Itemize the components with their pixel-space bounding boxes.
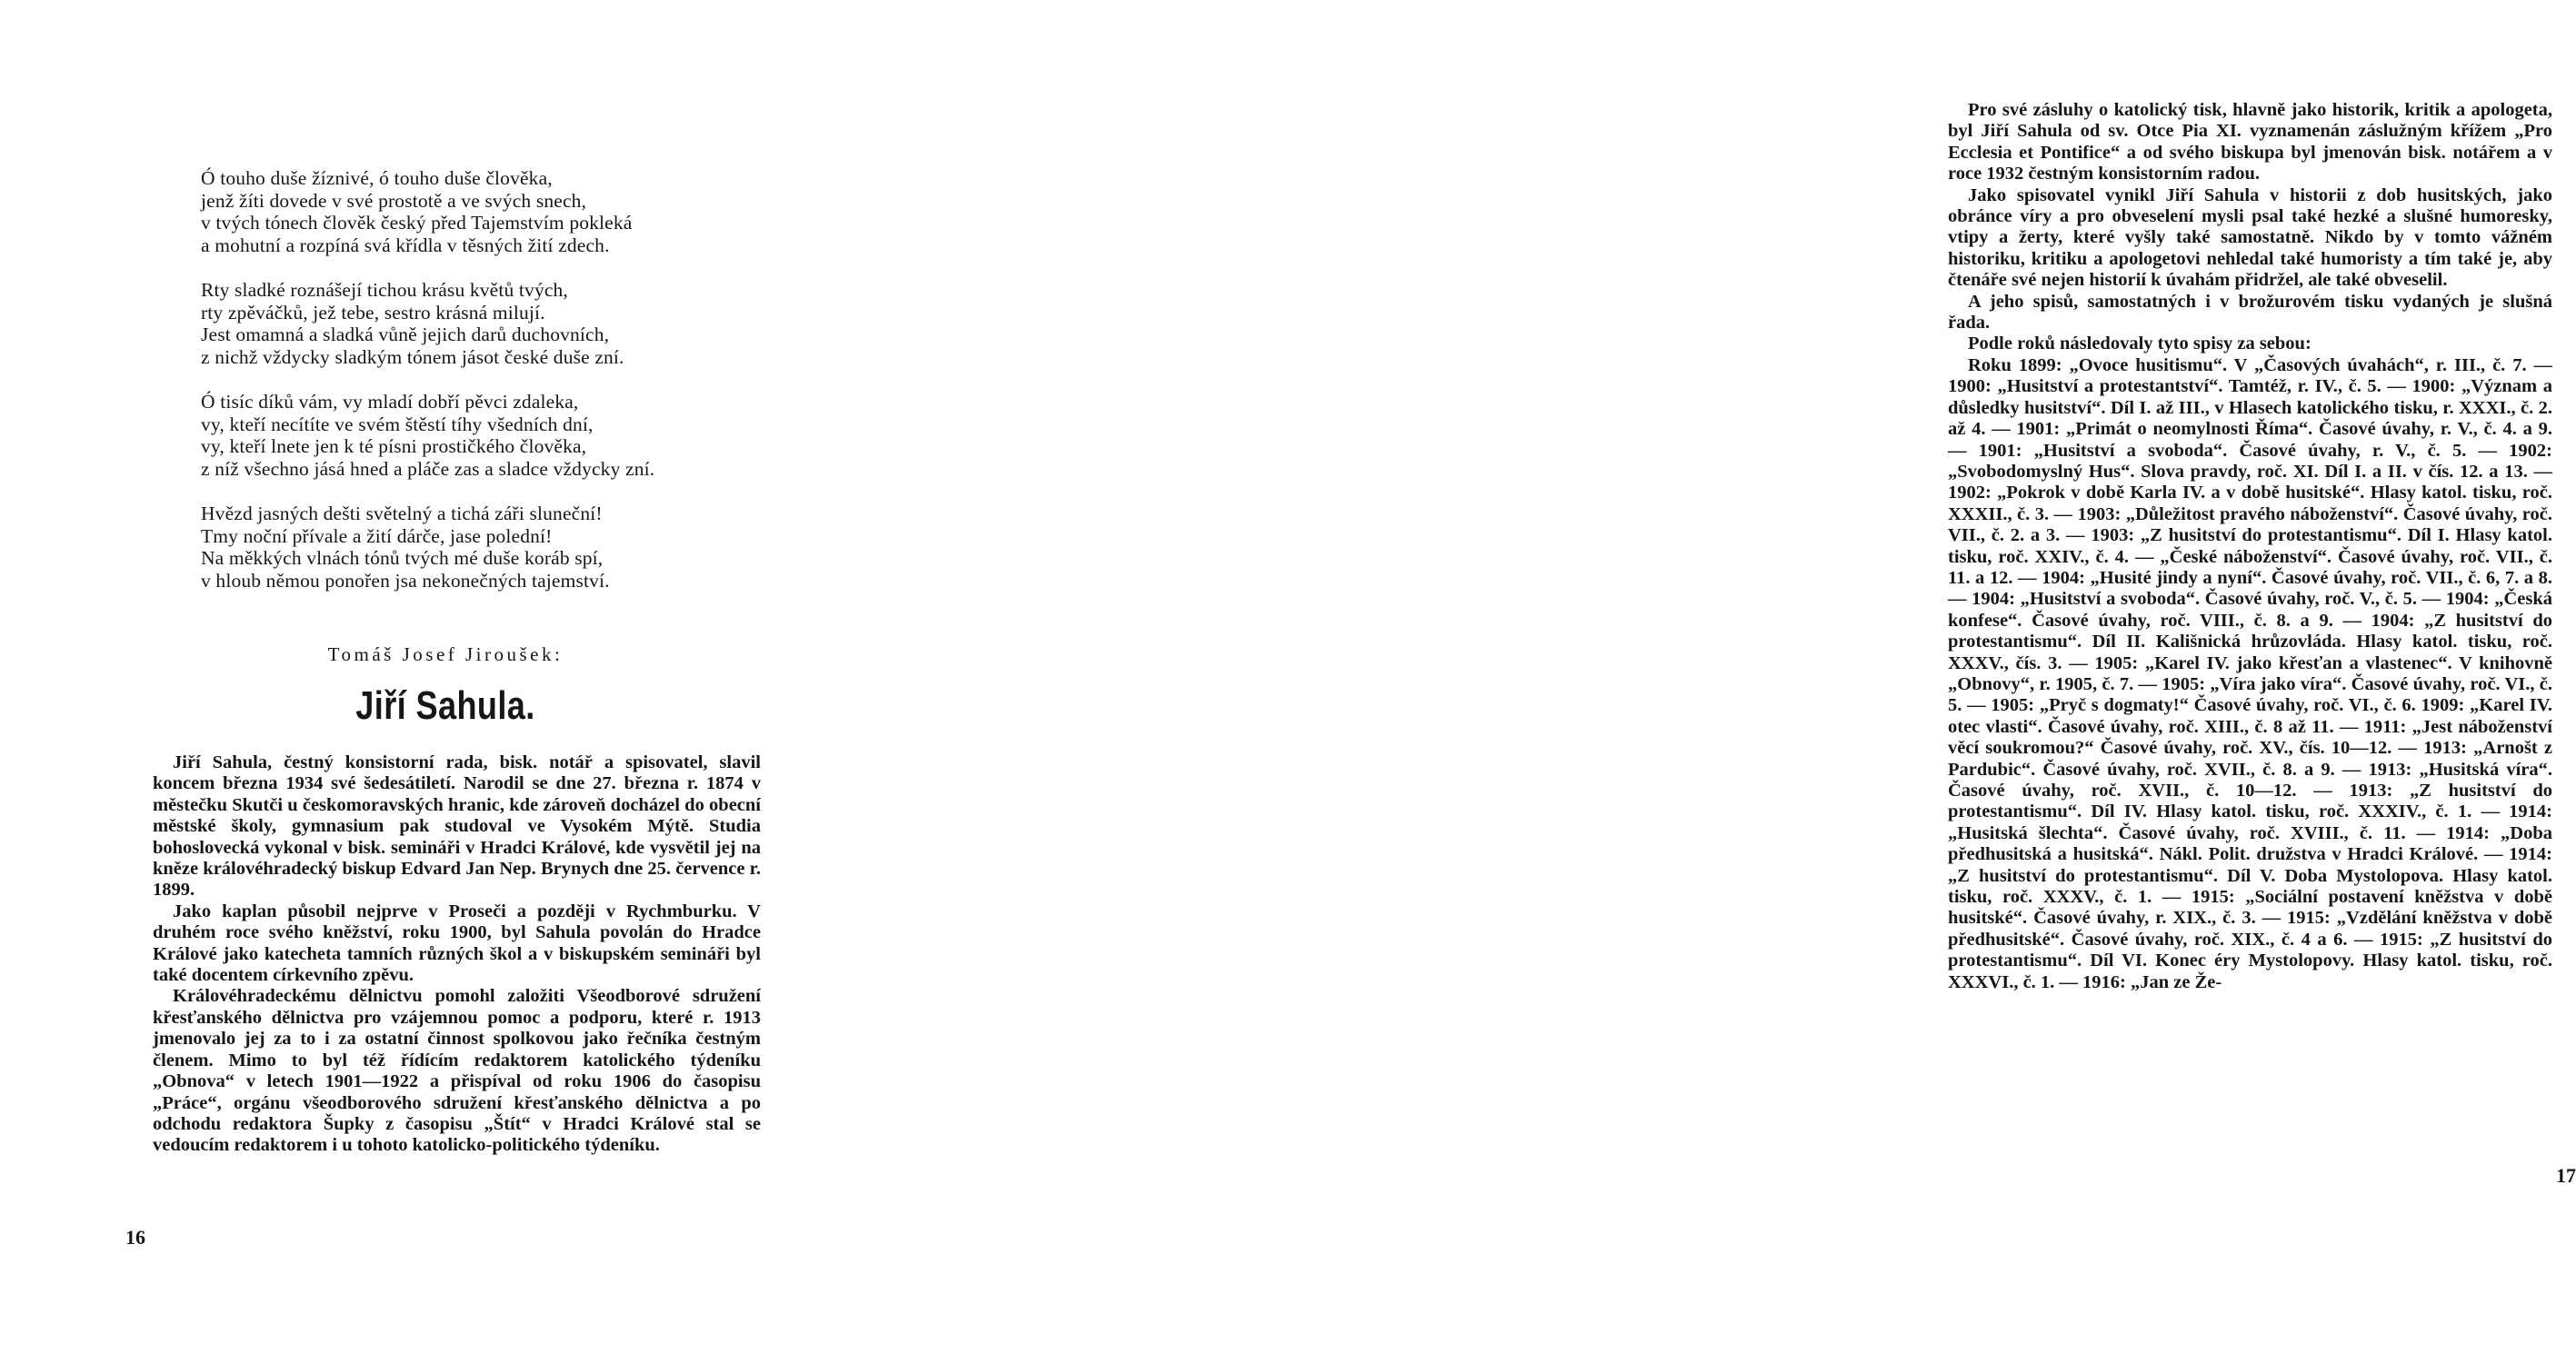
poem-line: v tvých tónech člověk český před Tajemstvím pokleká	[201, 212, 633, 234]
poem	[201, 167, 801, 614]
poem-line: z níž všechno jásá hned a pláče zas a sladce vždycky zní.	[201, 457, 655, 480]
poem-stanza	[201, 503, 801, 592]
bibliography-list: Roku 1899: „Ovoce husitismu“. V „Časových úvahách“, r. III., č. 7. — 1900: „Husitství a protestantství“. Tamtéž, r. IV., č. 5. — 1900: „Význam a důsledky husitství“. Díl I. až III., v Hlasech katolického tisku, r. XXXI., č. 2. až 4. — 1901: „Primát o neomylnosti Říma“. Časové úvahy, r. V., č. 4. a 9. — 1901: „Husitství a svoboda“. Časové úvahy, r. V., č. 5. — 1902: „Svobodomyslný Hus“. Slova pravdy, roč. XI. Díl I. a II. v čís. 12. a 13. — 1902: „Pokrok v době Karla IV. a v době husitské“. Hlasy katol. tisku, roč. XXXII., č. 3. — 1903: „Důležitost pravého náboženství“. Časové úvahy, roč. VII., č. 2. a 3. — 1903: „Z husitství do protestantismu“. Díl I. Hlasy katol. tisku, roč. XXIV., č. 4. — „České náboženství“. Časové úvahy, roč. VII., č. 11. a 12. — 1904: „Husité jindy a nyní“. Časové úvahy, roč. VII., č. 6, 7. a 8. — 1904: „Husitství a svoboda“. Časové úvahy, roč. V., č. 5. — 1904: „Česká konfese“. Časové úvahy, roč. VIII., č. 8. a 9. — 1904: „Z husitství do protestantismu“. Díl II. Kališnická hrůzovláda. Hlasy katol. tisku, roč. XXXV., čís. 3. — 1905: „Karel IV. jako křesťan a vlastenec“. V knihovně „Obnovy“, r. 1905, č. 7. — 1905: „Víra jako víra“. Časové úvahy, roč. VI., č. 5. — 1905: „Pryč s dogmaty!“ Časové úvahy, roč. VI., č. 6. 1909: „Karel IV. otec vlasti“. Časové úvahy, roč. XIII., č. 8 až 11. — 1911: „Jest náboženství věcí soukromou?“ Časové úvahy, roč. XV., čís. 10—12. — 1913: „Arnošt z Pardubic“. Časové úvahy, roč. XVII., č. 8. a 9. — 1913: „Husitská víra“. Časové úvahy, roč. XVII., č. 10—12. — 1913: „Z husitství do protestantismu“. Díl IV. Hlasy katol. tisku, roč. XXXIV., č. 1. — 1914: „Husitská šlechta“. Časové úvahy, roč. XVIII., č. 11. — 1914: „Doba předhusitská a husitská“. Nákl. Polit. družstva v Hradci Králové. — 1914: „Z husitství do protestantismu“. Díl V. Doba Mystolopova. Hlasy katol. tisku, roč. XXXV., č. 1. — 1915: „Sociální postavení kněžstva v době husitské“. Časové úvahy, r. XIX., č. 3. — 1915: „Vzdělání kněžstva v době předhusitské“. Časové úvahy, roč. XIX., č. 4 a 6. — 1915: „Z husitství do protestantismu“. Díl VI. Konec éry Mystolopovy. Hlasy katol. tisku, roč. XXXVI., č. 1. — 1916: „Jan ze Že-	[1948, 354, 2552, 992]
right-page	[904, 0, 2576, 1364]
article-paragraph: A jeho spisů, samostatných i v brožurovém tisku vydaných je slušná řada.	[1948, 291, 2552, 334]
poem-line: vy, kteří lnete jen k té písni prostičkého člověka,	[201, 435, 587, 457]
poem-line: Jest omamná a sladká vůně jejich darů duchovních,	[201, 324, 610, 345]
poem-line: Rty sladké roznášejí tichou krásu květů tvých,	[201, 279, 568, 301]
poem-line: rty zpěváčků, jež tebe, sestro krásná milují.	[201, 301, 545, 324]
poem-line: Na měkkých vlnách tónů tvých mé duše koráb spí,	[201, 547, 604, 569]
article-paragraph: Pro své zásluhy o katolický tisk, hlavně jako historik, kritik a apologeta, byl Jiří Sahula od sv. Otce Pia XI. vyznamenán záslužným křížem „Pro Ecclesia et Pontifice“ a od svého biskupa byl jmenován bisk. notářem a v roce 1932 čestným konsistorním radou.	[1948, 100, 2552, 184]
left-page	[0, 0, 904, 1364]
article-paragraph: Podle roků následovaly tyto spisy za sebou:	[1968, 334, 2311, 354]
author-byline: Tomáš Josef Jiroušek:	[327, 643, 564, 665]
poem-line: jenž žíti dovede v své prostotě a ve svých snech,	[201, 189, 587, 212]
poem-line: Ó touho duše žíznivé, ó touho duše člověka,	[201, 167, 553, 189]
poem-line: z nichž vždycky sladkým tónem jásot české duše zní.	[201, 345, 624, 368]
poem-line: Tmy noční přívale a žití dárče, jase polední!	[201, 524, 553, 547]
poem-stanza	[201, 279, 801, 368]
article-paragraph: Jiří Sahula, čestný konsistorní rada, bisk. notář a spisovatel, slavil koncem března 1934 své šedesátiletí. Narodil se dne 27. března r. 1874 v městečku Skutči u českomoravských hranic, kde zároveň docházel do obecní městské školy, gymnasium pak studoval ve Vysokém Mýtě. Studia bohoslovecká vykonal v bisk. semináři v Hradci Králové, kde vysvětil jej na kněze královéhradecký biskup Edvard Jan Nep. Brynych dne 25. července r. 1899.	[153, 752, 761, 901]
poem-stanza	[201, 391, 801, 480]
poem-line: vy, kteří necítíte ve svém štěstí tíhy všedních dní,	[201, 413, 594, 435]
article-title: Jiří Sahula.	[355, 683, 535, 728]
article-paragraph: Jako kaplan působil nejprve v Proseči a později v Rychmburku. V druhém roce svého kněžství, roku 1900, byl Sahula povolán do Hradce Králové jako katecheta tamních různých škol a v biskupském semináři byl také docentem církevního zpěvu.	[153, 901, 761, 986]
poem-line: v hloub němou ponořen jsa nekonečných tajemství.	[201, 569, 610, 592]
article-body-left	[153, 752, 761, 1157]
poem-line: a mohutní a rozpíná svá křídla v těsných žití zdech.	[201, 234, 610, 256]
article-body-right	[1948, 100, 2552, 993]
poem-stanza	[201, 167, 801, 256]
article-paragraph: Královéhradeckému dělnictvu pomohl založiti Všeodborové sdružení křesťanského dělnictva pro vzájemnou pomoc a podporu, které r. 1913 jmenovalo jej za to i za ostatní činnost spolkovou jako řečníka čestným členem. Mimo to byl též řídícím redaktorem katolického týdeníku „Obnova“ v letech 1901—1922 a přispíval od roku 1906 do časopisu „Práce“, orgánu všeodborového sdružení křesťanského dělnictva a po odchodu redaktora Šupky z časopisu „Štít“ v Hradci Králové stal se vedoucím redaktorem i u tohoto katolicko-politického týdeníku.	[153, 986, 761, 1156]
page-number: 17	[2556, 1164, 2576, 1187]
article-paragraph: Jako spisovatel vynikl Jiří Sahula v historii z dob husitských, jako obránce víry a pro obveselení mysli psal také hezké a slušné humoresky, vtipy a žerty, které vyšly také samostatně. Nikdo by v tomto vážném historiku, kritiku a apologetovi nehledal také humoristy a tím také je, aby čtenáře své nejen historií k úvahám přidržel, ale také obveselil.	[1948, 184, 2552, 291]
poem-line: Ó tisíc díků vám, vy mladí dobří pěvci zdaleka,	[201, 391, 579, 413]
poem-line: Hvězd jasných dešti světelný a tichá záři sluneční!	[201, 503, 603, 524]
page-number: 16	[125, 1226, 145, 1249]
